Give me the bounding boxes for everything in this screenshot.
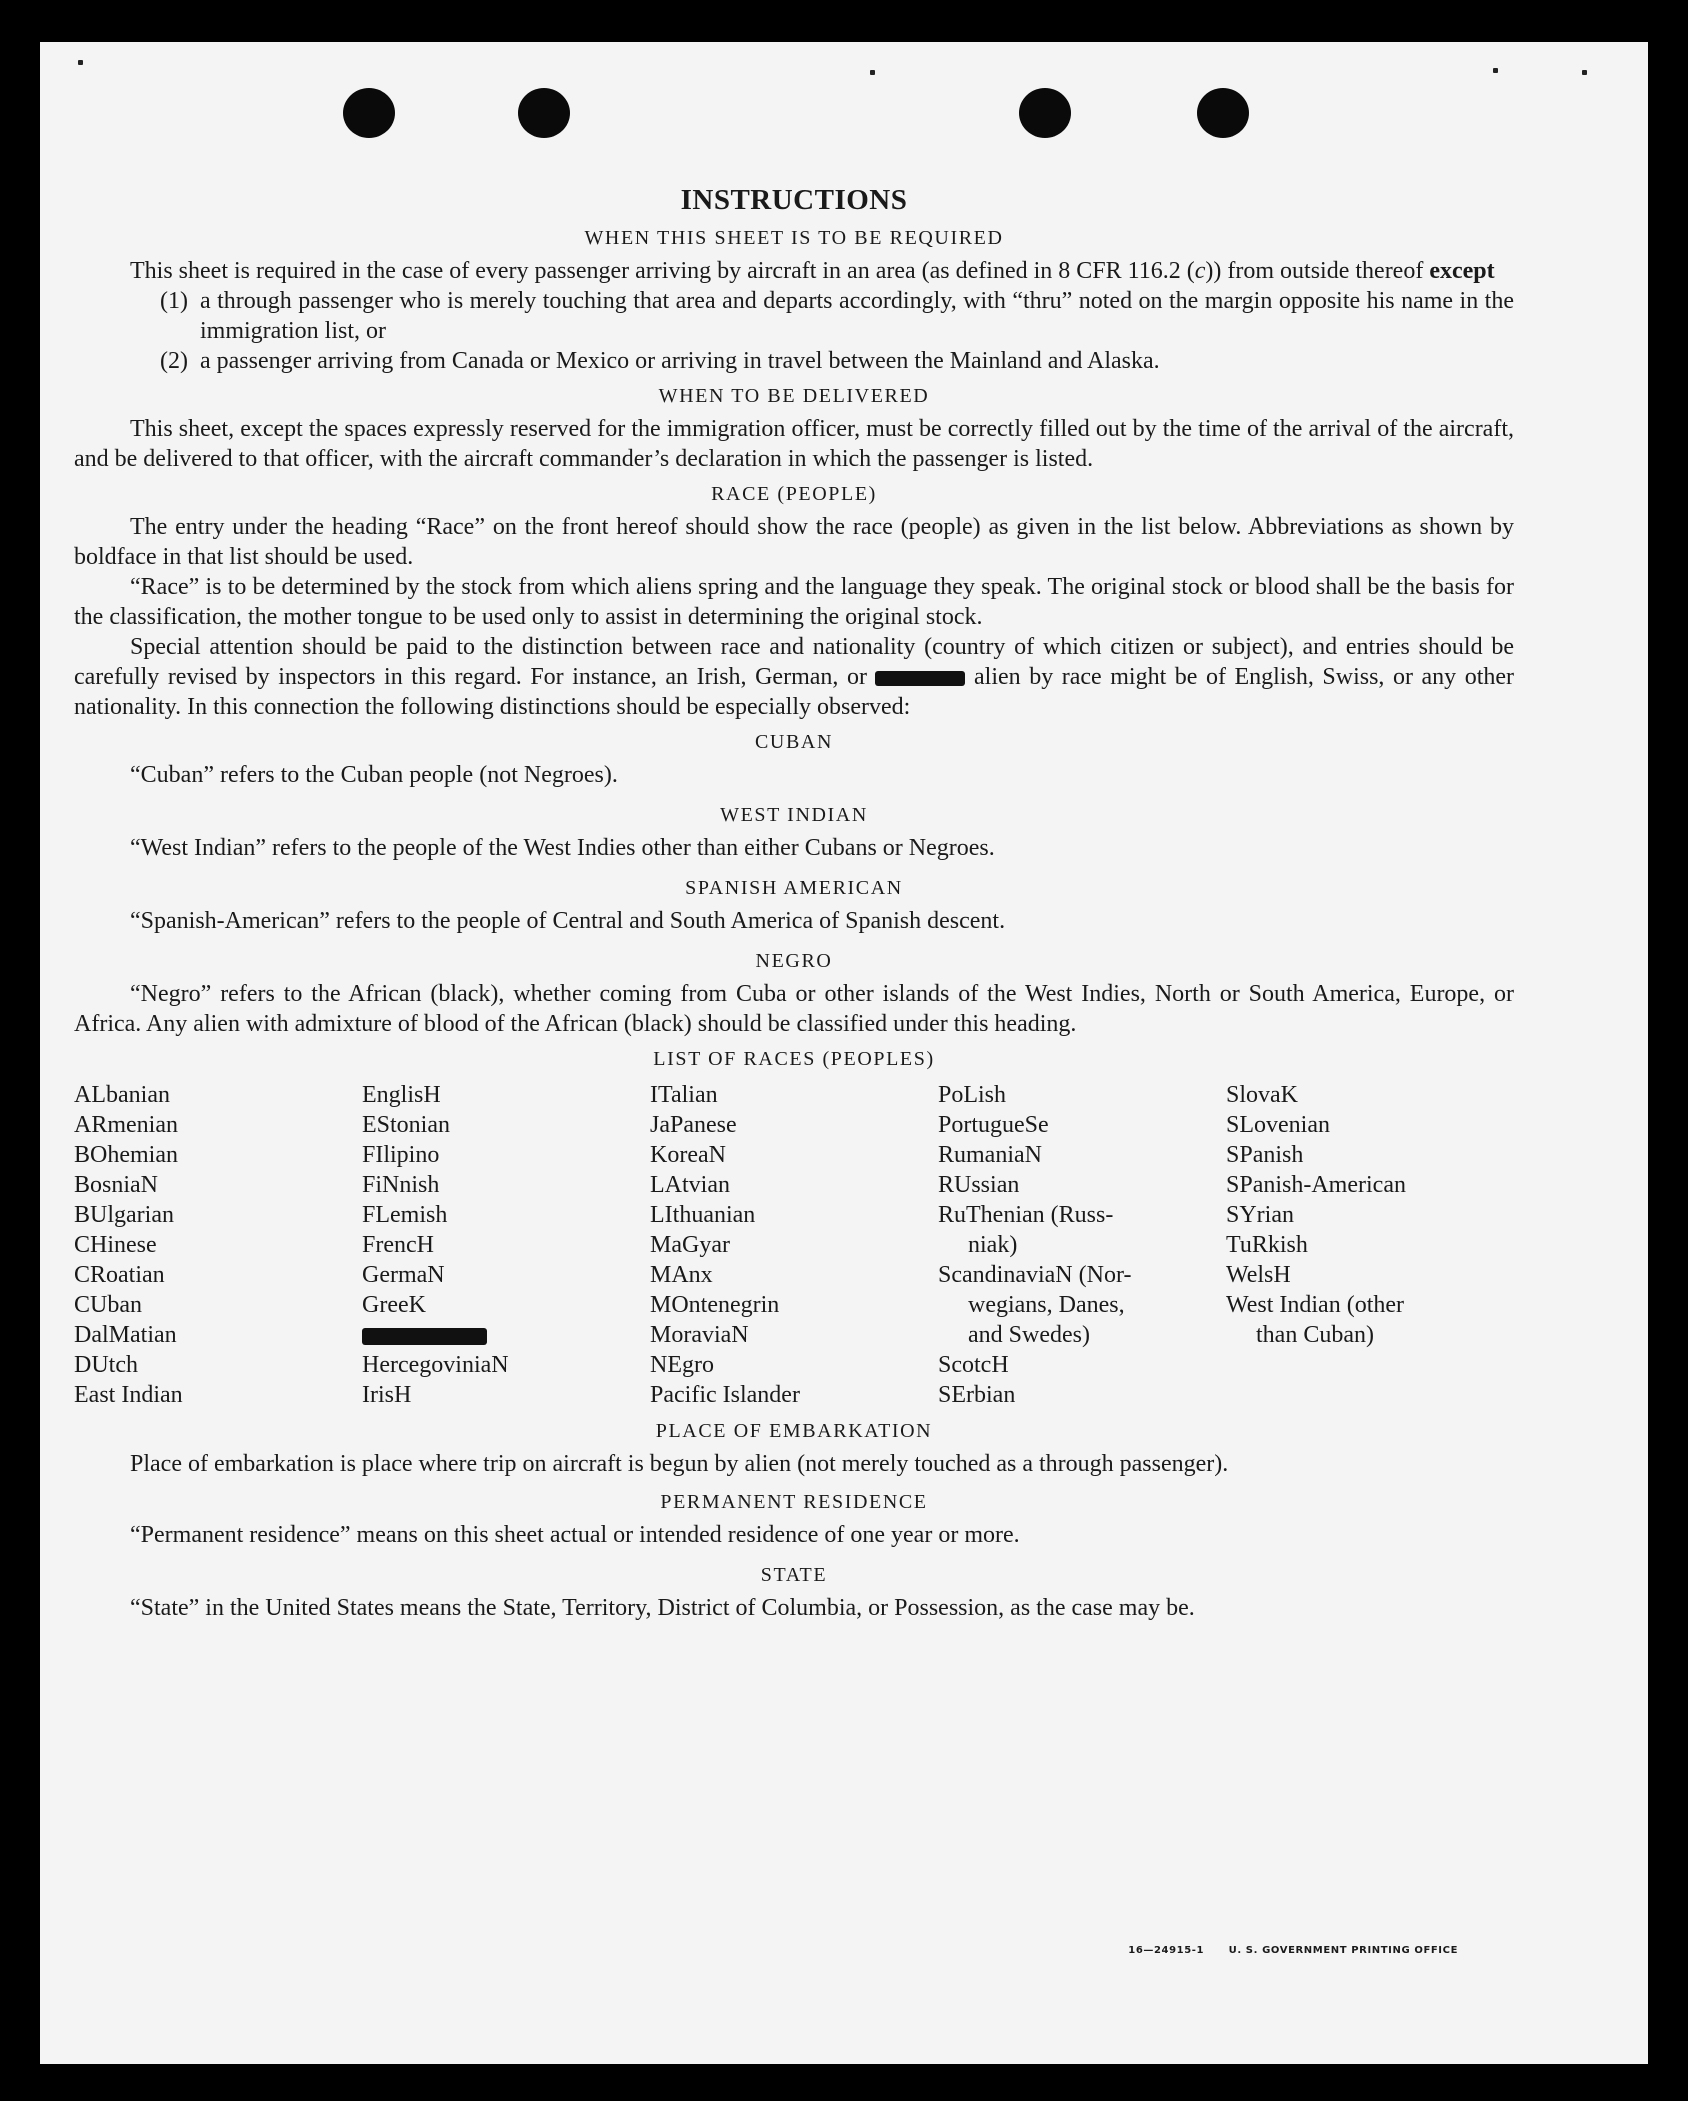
race-entry: SPanish-American bbox=[1226, 1172, 1406, 1198]
race-entry: DUtch bbox=[74, 1352, 138, 1378]
race-entry: NEgro bbox=[650, 1352, 714, 1378]
race-entry: West Indian (other bbox=[1226, 1292, 1405, 1318]
paragraph-west-indian: “West Indian” refers to the people of the West Indies other than either Cubans or Negroes. bbox=[130, 835, 995, 861]
race-entry: ALbanian bbox=[74, 1082, 170, 1108]
races-column-2 bbox=[362, 1080, 650, 1410]
race-entry: ARmenian bbox=[74, 1112, 178, 1138]
race-entry: GermaN bbox=[362, 1262, 445, 1288]
paragraph-race-1: The entry under the heading “Race” on the front hereof should show the race (people) as given in the list below. Abbreviations as shown by boldface in that list should be used. bbox=[74, 514, 1514, 570]
race-entry: PortugueSe bbox=[938, 1112, 1049, 1138]
race-entry: ScandinaviaN (Nor- bbox=[938, 1262, 1132, 1288]
race-entry: MAnx bbox=[650, 1262, 713, 1288]
race-entry: MoraviaN bbox=[650, 1322, 749, 1348]
race-entry: wegians, Danes, bbox=[968, 1292, 1125, 1318]
race-entry: TuRkish bbox=[1226, 1232, 1308, 1258]
race-entry: East Indian bbox=[74, 1382, 183, 1408]
race-entry: RumaniaN bbox=[938, 1142, 1042, 1168]
paragraph-permanent-residence: “Permanent residence” means on this sheet actual or intended residence of one year or more. bbox=[130, 1522, 1020, 1548]
race-entry: BOhemian bbox=[74, 1142, 178, 1168]
heading-when-delivered: WHEN TO BE DELIVERED bbox=[658, 385, 930, 407]
race-entry: EStonian bbox=[362, 1112, 450, 1138]
race-entry: CHinese bbox=[74, 1232, 157, 1258]
races-table bbox=[74, 1080, 1514, 1410]
paragraph-race-2: “Race” is to be determined by the stock from which aliens spring and the language they speak. The original stock or blood shall be the basis for the classification, the mother tongue to be used only to assist in determining the original stock. bbox=[74, 574, 1514, 630]
paragraph-cuban: “Cuban” refers to the Cuban people (not Negroes). bbox=[130, 762, 618, 788]
speck bbox=[1493, 68, 1498, 73]
redaction-mark bbox=[875, 671, 965, 686]
punch-hole bbox=[518, 88, 570, 138]
paragraph-race-3: Special attention should be paid to the distinction between race and nationality (country of which citizen or subject), and entries should be carefully revised by inspectors in this regard. For instance, an Irish, German, or alien by race might be of English, Swiss, or any other nationality. In this connection the following distinctions should be especially observed: bbox=[74, 634, 1515, 720]
document-page bbox=[40, 42, 1648, 2064]
heading-list-of-races: LIST OF RACES (PEOPLES) bbox=[653, 1048, 935, 1070]
race-entry: FrencH bbox=[362, 1232, 434, 1258]
race-entry: WelsH bbox=[1226, 1262, 1291, 1288]
race-entry: JaPanese bbox=[650, 1112, 737, 1138]
races-column-1 bbox=[74, 1080, 362, 1410]
race-entry: niak) bbox=[968, 1232, 1018, 1258]
race-entry: CUban bbox=[74, 1292, 142, 1318]
speck bbox=[78, 60, 83, 65]
race-entry: MaGyar bbox=[650, 1232, 730, 1258]
races-column-4 bbox=[938, 1080, 1226, 1410]
race-entry: Pacific Islander bbox=[650, 1382, 800, 1408]
race-entry: PoLish bbox=[938, 1082, 1007, 1108]
speck bbox=[1582, 70, 1587, 75]
punch-hole bbox=[343, 88, 395, 138]
race-entry: SErbian bbox=[938, 1382, 1016, 1408]
punch-hole bbox=[1019, 88, 1071, 138]
heading-west-indian: WEST INDIAN bbox=[720, 804, 868, 826]
race-entry: IrisH bbox=[362, 1382, 412, 1408]
heading-permanent-residence: PERMANENT RESIDENCE bbox=[660, 1491, 928, 1513]
heading-negro: NEGRO bbox=[755, 950, 833, 972]
page-title: INSTRUCTIONS bbox=[680, 184, 908, 216]
clause-1: (1) a through passenger who is merely touching that area and departs accordingly, with “thru” noted on the margin opposite his name in the immigration list, or bbox=[160, 288, 1514, 344]
punch-hole bbox=[1197, 88, 1249, 138]
redaction-mark bbox=[362, 1328, 487, 1345]
race-entry: CRoatian bbox=[74, 1262, 165, 1288]
paragraph-required: This sheet is required in the case of every passenger arriving by aircraft in an area (as defined in 8 CFR 116.2 (c)) from outside thereof except bbox=[130, 258, 1495, 284]
race-entry: EnglisH bbox=[362, 1082, 441, 1108]
heading-state: STATE bbox=[760, 1564, 828, 1586]
heading-embarkation: PLACE OF EMBARKATION bbox=[655, 1420, 933, 1442]
races-column-3 bbox=[650, 1080, 938, 1410]
race-entry: BUlgarian bbox=[74, 1202, 174, 1228]
paragraph-state: “State” in the United States means the State, Territory, District of Columbia, or Possession, as the case may be. bbox=[130, 1595, 1195, 1621]
race-entry: ScotcH bbox=[938, 1352, 1009, 1378]
race-entry: RUssian bbox=[938, 1172, 1020, 1198]
speck bbox=[870, 70, 875, 75]
race-entry: KoreaN bbox=[650, 1142, 726, 1168]
paragraph-embarkation: Place of embarkation is place where trip on aircraft is begun by alien (not merely touched as a through passenger). bbox=[130, 1451, 1229, 1477]
race-entry: HercegoviniaN bbox=[362, 1352, 509, 1378]
race-entry: SlovaK bbox=[1226, 1082, 1298, 1108]
race-entry: ITalian bbox=[650, 1082, 718, 1108]
race-entry: BosniaN bbox=[74, 1172, 158, 1198]
paragraph-delivered: This sheet, except the spaces expressly reserved for the immigration officer, must be correctly filled out by the time of the arrival of the aircraft, and be delivered to that officer, with the aircraft commander’s declaration in which the passenger is listed. bbox=[74, 416, 1514, 472]
race-entry: LAtvian bbox=[650, 1172, 730, 1198]
race-entry: than Cuban) bbox=[1256, 1322, 1374, 1348]
clause-2: (2) a passenger arriving from Canada or Mexico or arriving in travel between the Mainland and Alaska. bbox=[160, 348, 1160, 374]
race-entry: and Swedes) bbox=[968, 1322, 1090, 1348]
printer-imprint: 16—24915-1 U. S. GOVERNMENT PRINTING OFFICE bbox=[1128, 1945, 1458, 1956]
heading-spanish-american: SPANISH AMERICAN bbox=[685, 877, 903, 899]
paragraph-spanish-american: “Spanish-American” refers to the people of Central and South America of Spanish descent. bbox=[130, 908, 1006, 934]
heading-cuban: CUBAN bbox=[754, 731, 833, 753]
race-entry: FiNnish bbox=[362, 1172, 440, 1198]
instructions-body bbox=[74, 182, 1514, 1623]
race-entry: FLemish bbox=[362, 1202, 448, 1228]
race-entry: SYrian bbox=[1226, 1202, 1294, 1228]
race-entry: LIthuanian bbox=[650, 1202, 756, 1228]
race-entry: MOntenegrin bbox=[650, 1292, 780, 1318]
paragraph-negro: “Negro” refers to the African (black), whether coming from Cuba or other islands of the West Indies, North or South America, Europe, or Africa. Any alien with admixture of blood of the African (black) should be classified under this heading. bbox=[74, 981, 1514, 1037]
races-column-5 bbox=[1226, 1080, 1514, 1410]
heading-race: RACE (PEOPLE) bbox=[711, 483, 877, 505]
race-entry: DalMatian bbox=[74, 1322, 177, 1348]
race-entry: GreeK bbox=[362, 1292, 426, 1318]
race-entry: RuThenian (Russ- bbox=[938, 1202, 1114, 1228]
race-entry: SLovenian bbox=[1226, 1112, 1330, 1138]
race-entry: FIlipino bbox=[362, 1142, 440, 1168]
race-entry: SPanish bbox=[1226, 1142, 1304, 1168]
heading-when-required: WHEN THIS SHEET IS TO BE REQUIRED bbox=[584, 227, 1004, 249]
